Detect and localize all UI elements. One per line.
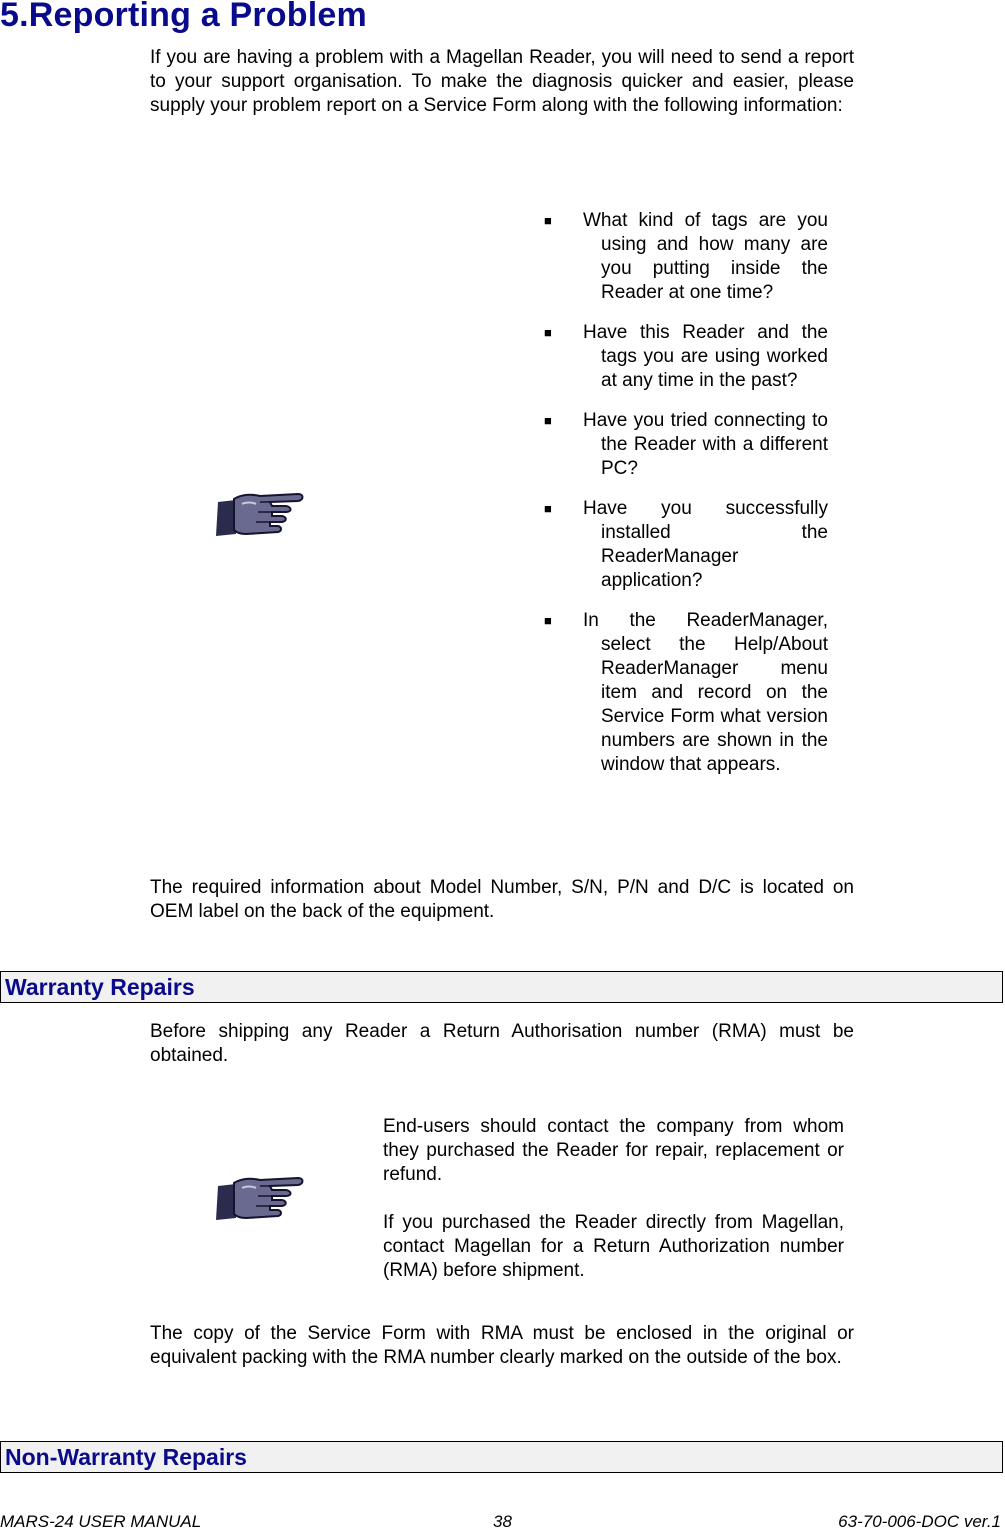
bullet-icon: ■ <box>544 501 552 516</box>
list-item: ■ Have you successfully installed the ReaderManager application? <box>544 498 828 591</box>
list-item: ■ What kind of tags are you using and how many are you putting inside the Reader at one time? <box>544 210 828 303</box>
section-heading: Non-Warranty Repairs <box>5 1444 247 1470</box>
magellan-direct-note: If you purchased the Reader directly from Magellan, contact Magellan for a Return Authorization number (RMA) before shipment. <box>383 1212 844 1281</box>
page-title: 5.Reporting a Problem <box>0 0 367 34</box>
end-user-note: End-users should contact the company from whom they purchased the Reader for repair, replacement or refund. <box>383 1116 844 1185</box>
pointing-hand-icon <box>212 490 306 540</box>
required-info-paragraph: The required information about Model Number, S/N, P/N and D/C is located on OEM label on the back of the equipment. <box>150 877 854 922</box>
list-item: ■ Have you tried connecting to the Reader with a different PC? <box>544 410 828 479</box>
bullet-icon: ■ <box>544 213 552 228</box>
bullet-icon: ■ <box>544 413 552 428</box>
non-warranty-repairs-header <box>0 1441 1003 1473</box>
bullet-icon: ■ <box>544 325 552 340</box>
footer-document-id: 63-70-006-DOC ver.1 <box>838 1512 1001 1531</box>
footer-page-number: 38 <box>493 1512 512 1531</box>
list-item: ■ In the ReaderManager, select the Help/About ReaderManager menu item and record on the Service Form what version numbers are shown in the window that appears. <box>544 610 828 775</box>
pointing-hand-icon <box>212 1174 306 1224</box>
section-heading: Warranty Repairs <box>5 974 195 1000</box>
intro-paragraph: If you are having a problem with a Magellan Reader, you will need to send a report to your support organisation. To make the diagnosis quicker and easier, please supply your problem report on a Service Form along with the following information: <box>150 47 854 116</box>
problem-checklist <box>544 209 828 793</box>
footer-manual-title: MARS-24 USER MANUAL <box>0 1512 202 1531</box>
list-item: ■ Have this Reader and the tags you are using worked at any time in the past? <box>544 322 828 391</box>
warranty-closing-paragraph: The copy of the Service Form with RMA must be enclosed in the original or equivalent packing with the RMA number clearly marked on the outside of the box. <box>150 1323 854 1368</box>
warranty-intro-paragraph: Before shipping any Reader a Return Authorisation number (RMA) must be obtained. <box>150 1021 854 1066</box>
bullet-icon: ■ <box>544 613 552 628</box>
warranty-repairs-header <box>0 971 1003 1003</box>
